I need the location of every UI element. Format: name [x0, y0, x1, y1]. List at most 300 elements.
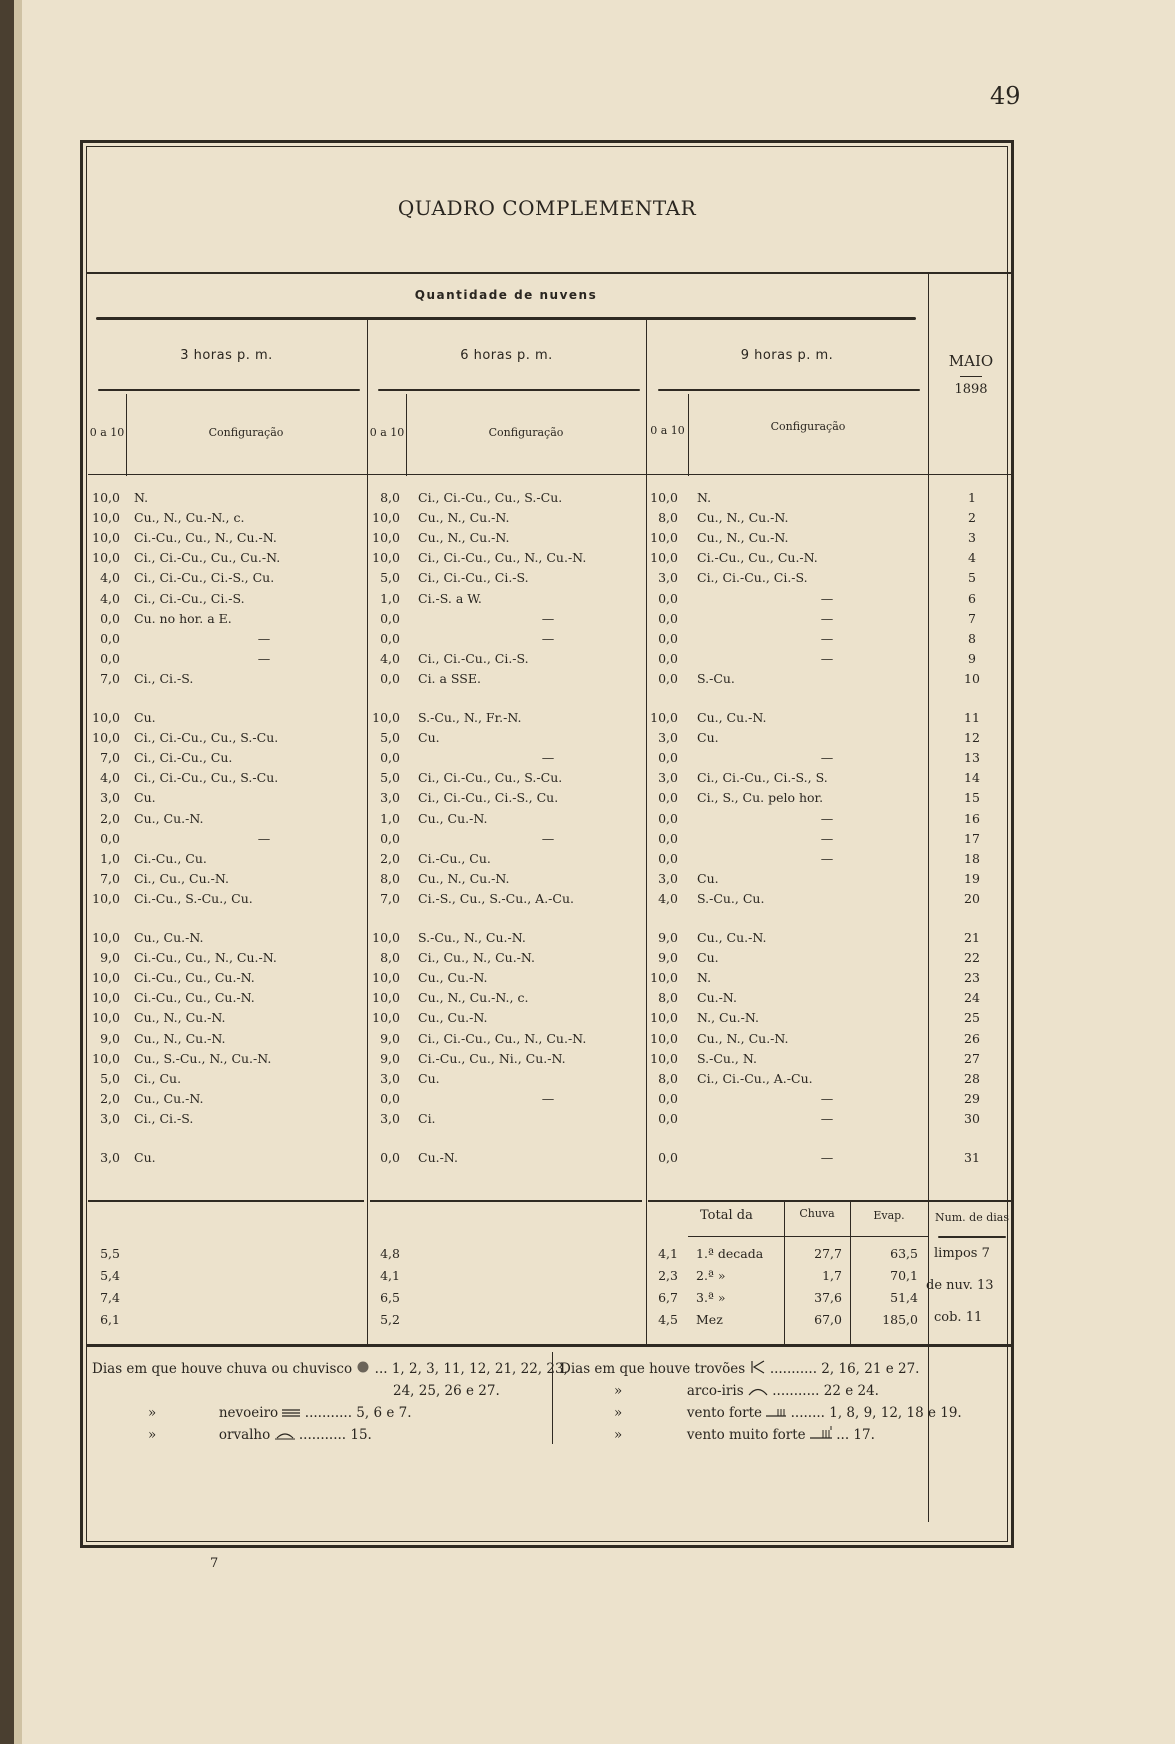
day-number: 25: [964, 1010, 980, 1026]
config-3pm: Cu.: [134, 1150, 156, 1165]
config-3pm: Cu. no hor. a E.: [134, 610, 232, 626]
config-9pm: Cu.: [697, 950, 719, 966]
value-6pm: 8,0: [380, 950, 400, 966]
footer-vento-line: [614, 1404, 962, 1423]
config-3pm: Cu., Cu.-N.: [134, 1090, 204, 1106]
value-6pm: 8,0: [380, 490, 400, 505]
day-number: 22: [964, 950, 980, 966]
value-3pm: 10,0: [92, 1050, 120, 1066]
page-number: 49: [990, 82, 1021, 110]
group-brace: [96, 317, 916, 320]
hour-header-9pm: 9 horas p. m.: [740, 348, 834, 363]
config-6pm: Ci., Ci.-Cu., Cu., S.-Cu.: [418, 490, 563, 505]
config-6pm: Ci.-Cu., Cu.: [418, 850, 491, 866]
value-9pm: 8,0: [658, 1070, 678, 1086]
value-6pm: 1,0: [380, 810, 400, 826]
value-3pm: 10,0: [92, 530, 120, 546]
config-6pm: Ci.: [418, 1110, 436, 1126]
config-header-9pm: Configuração: [770, 420, 846, 433]
config-3pm: Ci.-Cu., Cu.: [134, 850, 207, 866]
header-rule: [86, 272, 1014, 274]
chuva-value: 67,0: [814, 1312, 842, 1327]
value-6pm: 9,0: [380, 1050, 400, 1066]
config-9pm: —: [820, 1090, 834, 1106]
config-6pm: Cu., Cu.-N.: [418, 970, 488, 986]
value-3pm: 0,0: [100, 650, 120, 666]
config-3pm: Ci., Ci.-S.: [134, 670, 194, 686]
chuva-label: Dias em que houve chuva ou chuvisco: [92, 1361, 353, 1377]
value-6pm: 9,0: [380, 1030, 400, 1046]
chuva-value: 27,7: [814, 1246, 842, 1261]
config-6pm: Cu., Cu.-N.: [418, 810, 488, 826]
config-header-6pm: Configuração: [488, 426, 564, 439]
summary-header-rule: [688, 1236, 928, 1237]
arco-days: ........... 22 e 24.: [772, 1383, 879, 1399]
config-9pm: Ci.-Cu., Cu., Cu.-N.: [697, 550, 818, 566]
value-9pm: 3,0: [658, 870, 678, 886]
nevoeiro-days: ........... 5, 6 e 7.: [304, 1405, 412, 1421]
day-number: 21: [964, 930, 980, 945]
value-3pm: 9,0: [100, 1030, 120, 1046]
day-number: 11: [964, 710, 980, 725]
value-6pm: 3,0: [380, 1110, 400, 1126]
strong-wind-icon: [766, 1405, 786, 1423]
config-9pm: —: [820, 1150, 834, 1165]
value-6pm: 10,0: [372, 530, 400, 546]
hour-header-6pm: 6 horas p. m.: [460, 348, 553, 363]
value-3pm: 10,0: [92, 510, 120, 526]
day-number: 4: [968, 550, 976, 566]
value-6pm: 2,0: [380, 850, 400, 866]
thunder-icon: [750, 1360, 766, 1379]
config-9pm: —: [820, 830, 834, 846]
nevoeiro-label: nevoeiro: [218, 1405, 279, 1421]
config-6pm: Cu.-N.: [418, 1150, 458, 1165]
config-3pm: Cu., S.-Cu., N., Cu.-N.: [134, 1050, 272, 1066]
config-6pm: Cu., N., Cu.-N.: [418, 870, 510, 886]
config-9pm: Cu., N., Cu.-N.: [697, 1030, 789, 1046]
evap-value: 70,1: [890, 1268, 918, 1283]
value-6pm: 0,0: [380, 630, 400, 646]
value-9pm: 10,0: [650, 490, 678, 505]
config-6pm: Ci., Ci.-Cu., Ci.-S.: [418, 650, 529, 666]
day-column-divider: [928, 274, 929, 1522]
config-3pm: Ci., Ci.-Cu., Cu.: [134, 750, 233, 766]
config-6pm: Ci., Ci.-Cu., Cu., S.-Cu.: [418, 770, 563, 786]
mean-3pm: 7,4: [100, 1290, 120, 1305]
value-9pm: 8,0: [658, 510, 678, 526]
day-number: 12: [964, 730, 980, 746]
very-strong-wind-icon: [810, 1426, 832, 1445]
config-3pm: N.: [134, 490, 149, 505]
value-3pm: 10,0: [92, 730, 120, 746]
rain-dot-icon: [356, 1360, 370, 1379]
footer-nevoeiro-line: [148, 1404, 412, 1423]
day-number: 16: [964, 810, 980, 826]
day-number: 23: [964, 970, 980, 986]
value-9pm: 0,0: [658, 850, 678, 866]
day-number: 13: [964, 750, 980, 766]
footer-rule: [86, 1344, 1014, 1347]
value-9pm: 0,0: [658, 590, 678, 606]
day-number: 7: [968, 610, 976, 626]
value-3pm: 1,0: [100, 850, 120, 866]
mean-9pm: 2,3: [658, 1268, 678, 1283]
value-9pm: 0,0: [658, 1110, 678, 1126]
config-9pm: Cu., Cu.-N.: [697, 930, 767, 945]
value-9pm: 4,0: [658, 890, 678, 906]
dew-icon: [275, 1427, 295, 1445]
scale-header-9pm: 0 a 10: [650, 424, 685, 437]
config-3pm: Cu., Cu.-N.: [134, 810, 204, 826]
config-6pm: Ci. a SSE.: [418, 670, 481, 686]
value-3pm: 10,0: [92, 890, 120, 906]
value-3pm: 10,0: [92, 970, 120, 986]
ditto-mark: »: [614, 1383, 623, 1399]
value-9pm: 3,0: [658, 770, 678, 786]
ditto-mark: »: [148, 1405, 157, 1421]
limpos-count: limpos 7: [934, 1246, 990, 1261]
config-9pm: —: [820, 750, 834, 766]
config-3pm: Cu., N., Cu.-N., c.: [134, 510, 245, 526]
mean-9pm: 4,1: [658, 1246, 678, 1261]
value-9pm: 10,0: [650, 1010, 678, 1026]
config-6pm: Ci., Ci.-Cu., Ci.-S.: [418, 570, 529, 586]
config-6pm: —: [541, 830, 555, 846]
vento-label: vento forte: [686, 1405, 763, 1421]
config-6pm: S.-Cu., N., Fr.-N.: [418, 710, 522, 725]
config-9pm: Cu.: [697, 730, 719, 746]
value-9pm: 0,0: [658, 670, 678, 686]
value-9pm: 3,0: [658, 570, 678, 586]
value-3pm: 7,0: [100, 670, 120, 686]
value-3pm: 9,0: [100, 950, 120, 966]
value-9pm: 0,0: [658, 790, 678, 806]
config-9pm: Cu., Cu.-N.: [697, 710, 767, 725]
config-6pm: Cu., N., Cu.-N.: [418, 510, 510, 526]
config-9pm: S.-Cu., N.: [697, 1050, 757, 1066]
config-3pm: Ci., Ci.-Cu., Cu., S.-Cu.: [134, 730, 279, 746]
day-number: 3: [968, 530, 976, 546]
config-3pm: Ci., Ci.-Cu., Ci.-S., Cu.: [134, 570, 275, 586]
value-9pm: 10,0: [650, 710, 678, 725]
config-9pm: S.-Cu., Cu.: [697, 890, 765, 906]
value-6pm: 10,0: [372, 550, 400, 566]
value-9pm: 10,0: [650, 970, 678, 986]
footer-orvalho-line: [148, 1426, 372, 1445]
value-3pm: 3,0: [100, 790, 120, 806]
value-9pm: 0,0: [658, 610, 678, 626]
month-rule: [960, 376, 982, 377]
config-6pm: S.-Cu., N., Cu.-N.: [418, 930, 526, 945]
summary-rule-6pm: [370, 1200, 642, 1202]
day-number: 26: [964, 1030, 980, 1046]
day-number: 10: [964, 670, 980, 686]
evap-value: 63,5: [890, 1246, 918, 1261]
config-9pm: —: [820, 810, 834, 826]
value-6pm: 10,0: [372, 510, 400, 526]
config-9pm: —: [820, 610, 834, 626]
day-number: 31: [964, 1150, 980, 1165]
value-3pm: 2,0: [100, 1090, 120, 1106]
config-3pm: Ci.-Cu., Cu., N., Cu.-N.: [134, 530, 277, 546]
config-6pm: Ci.-S. a W.: [418, 590, 482, 606]
config-6pm: Cu.: [418, 730, 440, 746]
value-3pm: 10,0: [92, 990, 120, 1006]
period-label: 3.ª »: [696, 1290, 726, 1305]
value-6pm: 1,0: [380, 590, 400, 606]
value-9pm: 0,0: [658, 1150, 678, 1165]
day-number: 17: [964, 830, 980, 846]
config-9pm: N., Cu.-N.: [697, 1010, 759, 1026]
value-6pm: 10,0: [372, 970, 400, 986]
hour-brace-6pm: [378, 389, 640, 391]
config-3pm: Ci., Ci.-Cu., Cu., S.-Cu.: [134, 770, 279, 786]
day-number: 2: [968, 510, 976, 526]
day-number: 14: [964, 770, 980, 786]
year-label: 1898: [954, 382, 988, 397]
value-3pm: 10,0: [92, 550, 120, 566]
value-3pm: 5,0: [100, 1070, 120, 1086]
chuva-value: 37,6: [814, 1290, 842, 1305]
config-9pm: N.: [697, 970, 712, 986]
scale-header-6pm: 0 a 10: [369, 426, 405, 439]
hour-brace-9pm: [658, 389, 920, 391]
hour-header-3pm: 3 horas p. m.: [180, 348, 273, 363]
config-9pm: Ci., Ci.-Cu., A.-Cu.: [697, 1070, 813, 1086]
summary-divider-chuva: [784, 1202, 785, 1344]
config-header-3pm: Configuração: [208, 426, 284, 439]
value-6pm: 10,0: [372, 930, 400, 945]
value-6pm: 4,0: [380, 650, 400, 666]
evap-value: 185,0: [882, 1312, 918, 1327]
ditto-mark: »: [614, 1405, 623, 1421]
config-9pm: Ci., Ci.-Cu., Ci.-S., S.: [697, 770, 828, 786]
trovoes-label: Dias em que houve trovões: [560, 1361, 746, 1377]
vento-days: ........ 1, 8, 9, 12, 18 e 19.: [790, 1405, 962, 1421]
mean-6pm: 4,1: [380, 1268, 400, 1283]
day-number: 8: [968, 630, 976, 646]
config-6pm: —: [541, 1090, 555, 1106]
value-3pm: 0,0: [100, 830, 120, 846]
config-6pm: Cu.: [418, 1070, 440, 1086]
vmf-label: vento muito forte: [686, 1427, 806, 1443]
column-header-rule: [88, 474, 1014, 475]
config-9pm: —: [820, 630, 834, 646]
config-9pm: —: [820, 590, 834, 606]
config-6pm: —: [541, 630, 555, 646]
day-number: 24: [964, 990, 980, 1006]
value-9pm: 9,0: [658, 950, 678, 966]
day-number: 29: [964, 1090, 980, 1106]
day-number: 6: [968, 590, 976, 606]
value-6pm: 3,0: [380, 790, 400, 806]
config-3pm: Ci., Cu., Cu.-N.: [134, 870, 229, 886]
value-3pm: 10,0: [92, 490, 120, 505]
rainbow-icon: [748, 1383, 768, 1401]
value-3pm: 10,0: [92, 930, 120, 945]
period-label: Mez: [696, 1312, 723, 1327]
config-9pm: —: [820, 1110, 834, 1126]
config-6pm: Cu., N., Cu.-N., c.: [418, 990, 529, 1006]
value-3pm: 0,0: [100, 610, 120, 626]
mean-6pm: 6,5: [380, 1290, 400, 1305]
config-3pm: Ci.-Cu., Cu., Cu.-N.: [134, 990, 255, 1006]
period-label: 1.ª decada: [696, 1246, 764, 1261]
config-6pm: Cu., N., Cu.-N.: [418, 530, 510, 546]
value-6pm: 10,0: [372, 710, 400, 725]
config-6pm: Ci., Ci.-Cu., Cu., N., Cu.-N.: [418, 1030, 587, 1046]
config-3pm: Cu.: [134, 710, 156, 725]
page-title: QUADRO COMPLEMENTAR: [397, 196, 697, 220]
evap-header: Evap.: [873, 1209, 905, 1222]
day-number: 5: [968, 570, 976, 586]
config-6pm: —: [541, 610, 555, 626]
period-label: 2.ª »: [696, 1268, 726, 1283]
mean-9pm: 6,7: [658, 1290, 678, 1305]
value-6pm: 5,0: [380, 730, 400, 746]
value-3pm: 4,0: [100, 770, 120, 786]
nuvens-count: de nuv. 13: [926, 1278, 994, 1293]
value-6pm: 0,0: [380, 1090, 400, 1106]
orvalho-label: orvalho: [218, 1427, 271, 1443]
mean-6pm: 5,2: [380, 1312, 400, 1327]
config-9pm: —: [820, 650, 834, 666]
value-6pm: 5,0: [380, 770, 400, 786]
config-6pm: Ci., Cu., N., Cu.-N.: [418, 950, 535, 966]
day-number: 28: [964, 1070, 980, 1086]
ditto-mark: »: [614, 1427, 623, 1443]
value-3pm: 3,0: [100, 1110, 120, 1126]
config-9pm: S.-Cu.: [697, 670, 735, 686]
day-number: 15: [964, 790, 980, 806]
value-6pm: 5,0: [380, 570, 400, 586]
value-9pm: 10,0: [650, 530, 678, 546]
value-9pm: 0,0: [658, 1090, 678, 1106]
day-number: 27: [964, 1050, 980, 1066]
config-3pm: Cu.: [134, 790, 156, 806]
config-3pm: Ci.-Cu., S.-Cu., Cu.: [134, 890, 253, 906]
value-9pm: 3,0: [658, 730, 678, 746]
config-3pm: Ci., Cu.: [134, 1070, 182, 1086]
value-9pm: 0,0: [658, 830, 678, 846]
value-3pm: 4,0: [100, 570, 120, 586]
day-number: 9: [968, 650, 976, 666]
value-9pm: 0,0: [658, 650, 678, 666]
page-edge: [14, 0, 22, 1744]
config-3pm: Cu., N., Cu.-N.: [134, 1010, 226, 1026]
config-3pm: Ci.-Cu., Cu., N., Cu.-N.: [134, 950, 277, 966]
signature-mark: 7: [210, 1556, 219, 1571]
value-3pm: 10,0: [92, 1010, 120, 1026]
value-9pm: 0,0: [658, 630, 678, 646]
total-label: Total da: [700, 1208, 753, 1223]
config-6pm: Cu., Cu.-N.: [418, 1010, 488, 1026]
value-3pm: 10,0: [92, 710, 120, 725]
value-3pm: 2,0: [100, 810, 120, 826]
book-spine: [0, 0, 14, 1744]
config-9pm: Ci., S., Cu. pelo hor.: [697, 790, 824, 806]
chuva-days: ... 1, 2, 3, 11, 12, 21, 22, 23,: [374, 1361, 568, 1377]
ditto-mark: »: [148, 1427, 157, 1443]
config-3pm: Ci., Ci.-Cu., Cu., Cu.-N.: [134, 550, 281, 566]
config-9pm: N.: [697, 490, 712, 505]
value-3pm: 0,0: [100, 630, 120, 646]
orvalho-days: ........... 15.: [298, 1427, 372, 1443]
value-9pm: 10,0: [650, 550, 678, 566]
coberto-count: cob. 11: [934, 1310, 983, 1325]
chuva-value: 1,7: [822, 1268, 842, 1283]
day-number: 18: [964, 850, 980, 866]
value-3pm: 4,0: [100, 590, 120, 606]
config-3pm: Ci., Ci.-Cu., Ci.-S.: [134, 590, 245, 606]
config-3pm: —: [257, 830, 271, 846]
numdias-brace: [938, 1236, 1006, 1238]
scale-header-3pm: 0 a 10: [89, 426, 125, 439]
chuva-header: Chuva: [799, 1207, 835, 1220]
value-3pm: 7,0: [100, 870, 120, 886]
value-9pm: 9,0: [658, 930, 678, 945]
config-9pm: Cu., N., Cu.-N.: [697, 530, 789, 546]
config-3pm: —: [257, 650, 271, 666]
footer-vmf-line: [614, 1426, 875, 1445]
hour-brace-3pm: [98, 389, 360, 391]
trovoes-days: ........... 2, 16, 21 e 27.: [769, 1361, 920, 1377]
value-6pm: 3,0: [380, 1070, 400, 1086]
day-number: 30: [964, 1110, 980, 1126]
day-number: 19: [964, 870, 980, 886]
mean-3pm: 5,5: [100, 1246, 120, 1261]
value-3pm: 3,0: [100, 1150, 120, 1165]
evap-value: 51,4: [890, 1290, 918, 1305]
mean-3pm: 6,1: [100, 1312, 120, 1327]
config-9pm: Ci., Ci.-Cu., Ci.-S.: [697, 570, 808, 586]
day-number: 1: [968, 490, 976, 505]
sub-divider-9pm: [688, 394, 689, 476]
footer-arco-line: [614, 1382, 879, 1401]
config-6pm: Ci.-S., Cu., S.-Cu., A.-Cu.: [418, 890, 574, 906]
value-9pm: 0,0: [658, 810, 678, 826]
config-9pm: —: [820, 850, 834, 866]
group-header: Quantidade de nuvens: [414, 288, 598, 302]
mean-9pm: 4,5: [658, 1312, 678, 1327]
footer-chuva-line: [92, 1360, 568, 1379]
value-9pm: 8,0: [658, 990, 678, 1006]
value-6pm: 0,0: [380, 750, 400, 766]
summary-rule-3pm: [88, 1200, 364, 1202]
value-6pm: 10,0: [372, 1010, 400, 1026]
config-9pm: Cu.-N.: [697, 990, 737, 1006]
value-6pm: 10,0: [372, 990, 400, 1006]
config-6pm: Ci.-Cu., Cu., Ni., Cu.-N.: [418, 1050, 566, 1066]
config-3pm: —: [257, 630, 271, 646]
arco-label: arco-iris: [686, 1383, 744, 1399]
numdias-header: Num. de dias: [935, 1211, 1009, 1224]
config-9pm: Cu., N., Cu.-N.: [697, 510, 789, 526]
config-6pm: Ci., Ci.-Cu., Cu., N., Cu.-N.: [418, 550, 587, 566]
mean-3pm: 5,4: [100, 1268, 120, 1283]
vmf-days: ... 17.: [836, 1427, 875, 1443]
config-3pm: Ci., Ci.-S.: [134, 1110, 194, 1126]
value-9pm: 0,0: [658, 750, 678, 766]
value-6pm: 0,0: [380, 610, 400, 626]
footer-trovoes-line: [560, 1360, 919, 1379]
value-6pm: 0,0: [380, 670, 400, 686]
config-3pm: Cu., N., Cu.-N.: [134, 1030, 226, 1046]
summary-rule-9pm: [648, 1200, 1014, 1202]
value-6pm: 0,0: [380, 830, 400, 846]
config-3pm: Ci.-Cu., Cu., Cu.-N.: [134, 970, 255, 986]
